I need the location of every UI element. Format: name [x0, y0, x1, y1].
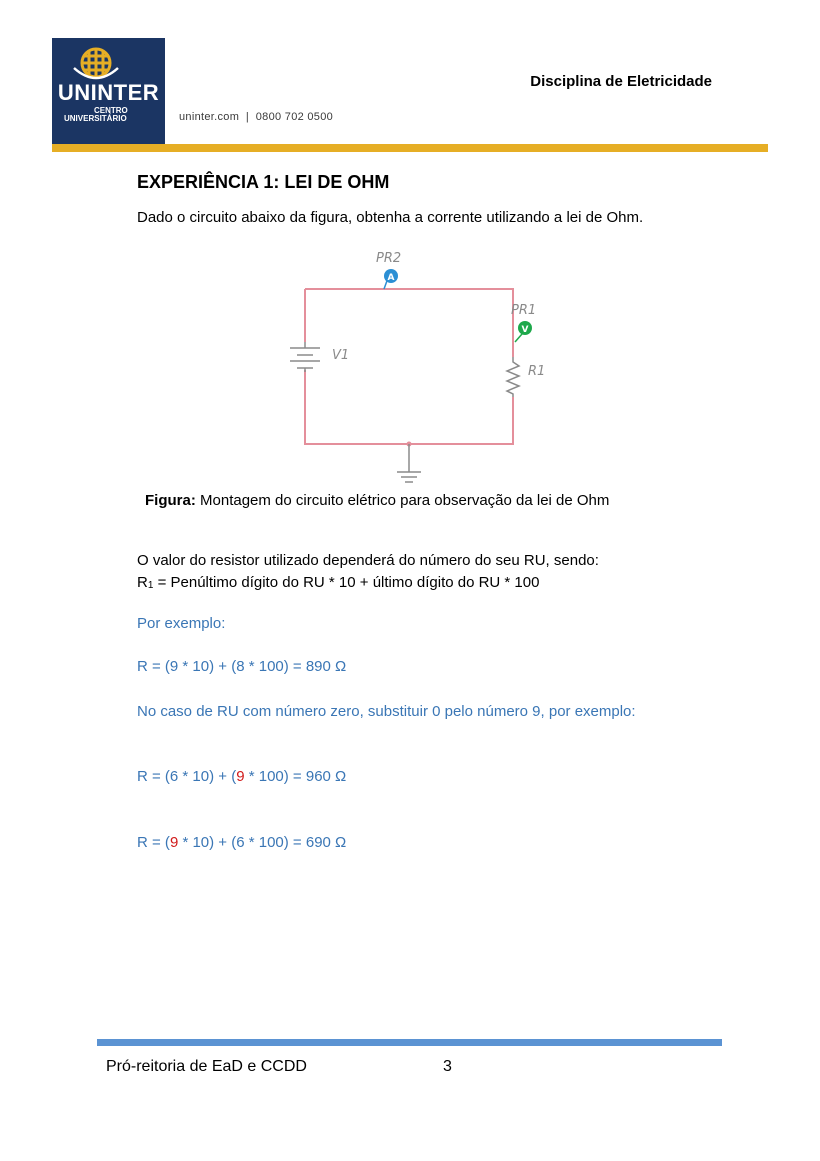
resistor-symbol: R [137, 574, 148, 591]
label-r1: R1 [528, 364, 546, 379]
resistor-rule-line1: O valor do resistor utilizado dependerá do número do seu RU, sendo: [137, 552, 599, 569]
figure-caption-text: Montagem do circuito elétrico para observação da lei de Ohm [195, 492, 610, 509]
eq3-suffix: * 10) + (6 * 100) = 690 Ω [178, 834, 347, 851]
battery-v1-symbol [290, 342, 320, 372]
circuit-wires [305, 289, 513, 444]
resistor-r1-symbol [504, 357, 522, 397]
eq2-prefix: R = (6 * 10) + ( [137, 768, 237, 785]
example-equation-1: R = (9 * 10) + (8 * 100) = 890 Ω [137, 658, 347, 675]
label-pr2: PR2 [376, 251, 402, 266]
contact-info: uninter.com | 0800 702 0500 [179, 111, 334, 123]
eq3-prefix: R = ( [137, 834, 170, 851]
ammeter-symbol: A [387, 273, 395, 283]
eq2-suffix: * 100) = 960 Ω [244, 768, 347, 785]
ground-icon [397, 442, 421, 483]
eq2-substituted-digit: 9 [236, 768, 245, 785]
discipline-title: Disciplina de Eletricidade [530, 73, 712, 90]
footer-department: Pró-reitoria de EaD e CCDD [106, 1058, 307, 1075]
example-label: Por exemplo: [137, 615, 226, 632]
resistor-rule [137, 550, 599, 597]
page-number: 3 [443, 1058, 452, 1075]
uninter-logo [52, 38, 165, 144]
figure-caption-label: Figura: [145, 492, 196, 509]
logo-wordmark: UNINTER [57, 80, 160, 105]
resistor-formula: = Penúltimo dígito do RU * 10 + último dígito do RU * 100 [153, 574, 540, 591]
footer-divider [97, 1039, 722, 1046]
figure-caption [145, 492, 609, 509]
example-equation-3 [137, 834, 346, 851]
circuit-figure [270, 244, 560, 490]
eq3-substituted-digit: 9 [169, 834, 179, 851]
section-title: EXPERIÊNCIA 1: LEI DE OHM [137, 172, 390, 192]
intro-text: Dado o circuito abaixo da figura, obtenha a corrente utilizando a lei de Ohm. [137, 209, 644, 226]
label-pr1: PR1 [511, 303, 537, 318]
header-divider [52, 144, 768, 152]
resistor-rule-line2 [137, 572, 599, 597]
zero-rule-note: No caso de RU com número zero, substituir 0 pelo número 9, por exemplo: [137, 703, 636, 720]
resistor-subscript: 1 [147, 580, 154, 591]
example-equation-2 [137, 768, 346, 785]
logo-subtitle-2: UNIVERSITÁRIO [64, 114, 127, 123]
label-v1: V1 [332, 348, 350, 363]
voltmeter-probe-lead [515, 334, 522, 342]
voltmeter-symbol: V [521, 325, 529, 335]
logo-subtitle-1: CENTRO [94, 106, 128, 115]
